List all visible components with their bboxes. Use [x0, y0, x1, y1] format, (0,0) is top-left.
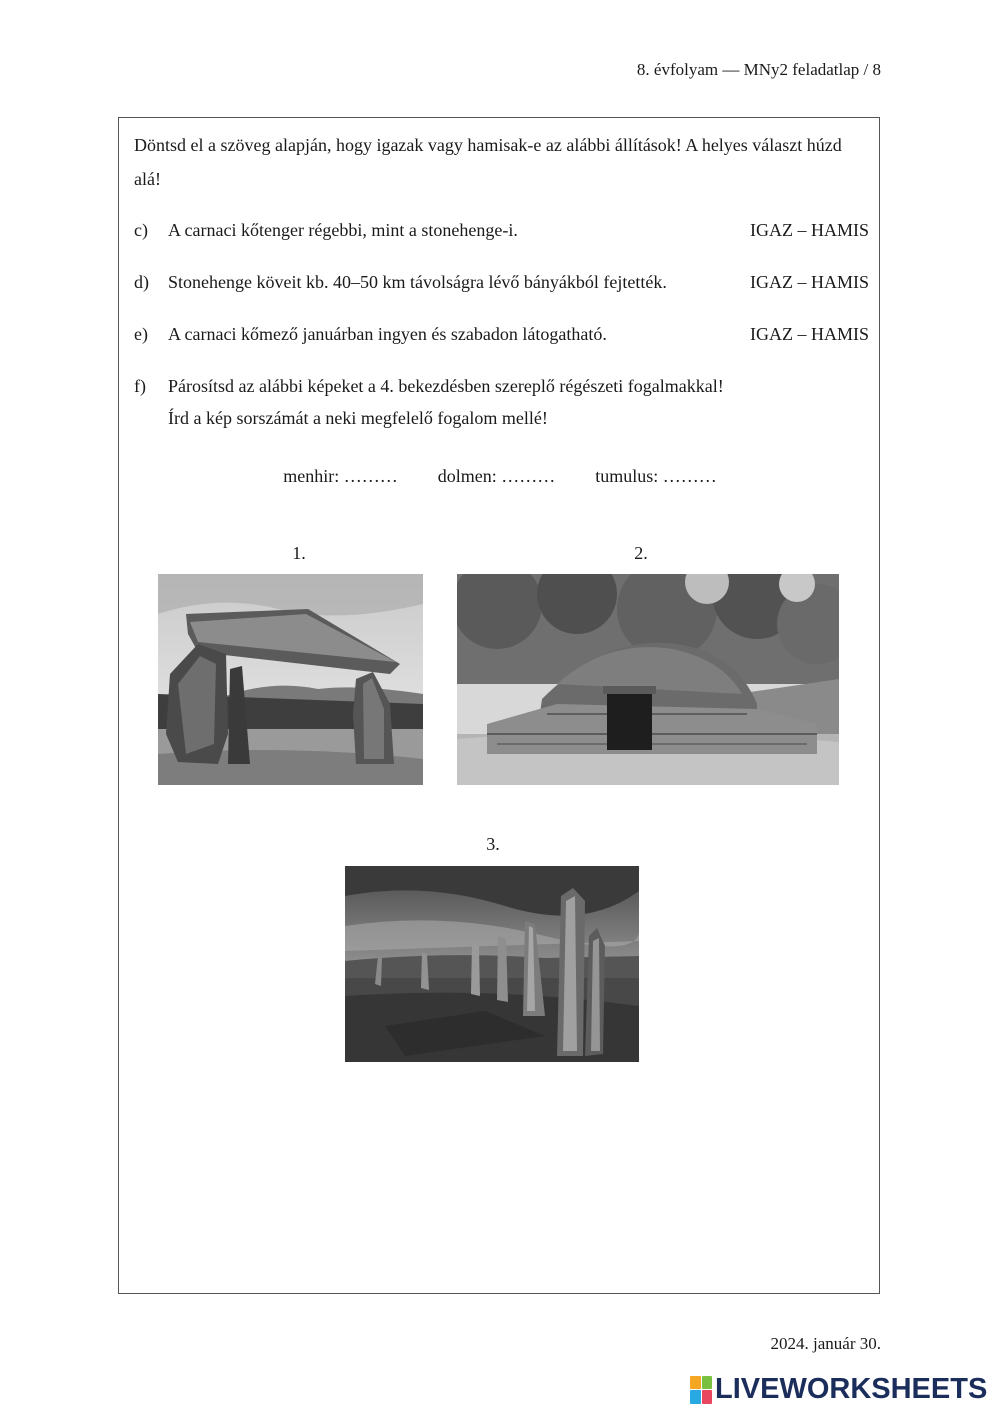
- image-number-1: 1.: [292, 543, 306, 563]
- footer-date: 2024. január 30.: [770, 1334, 881, 1353]
- brand-name: LIVEWORKSHEETS: [715, 1373, 988, 1405]
- tumulus-blank[interactable]: tumulus: ………: [595, 466, 717, 486]
- statement-letter: e): [134, 324, 148, 344]
- matching-instruction: Párosítsd az alábbi képeket a 4. bekezdésben szereplő régészeti fogalmakkal!: [168, 376, 724, 396]
- exercise-box: [118, 117, 880, 1294]
- image-number-3: 3.: [486, 834, 500, 854]
- statement-letter: d): [134, 272, 149, 292]
- matching-instruction-2: Írd a kép sorszámát a neki megfelelő fogalom mellé!: [168, 408, 548, 428]
- dolmen-blank[interactable]: dolmen: ………: [437, 466, 556, 486]
- menhir-row-photo: [345, 866, 639, 1062]
- tumulus-photo: [457, 574, 839, 785]
- true-false-choice[interactable]: IGAZ – HAMIS: [750, 272, 869, 292]
- menhir-blank[interactable]: menhir: ………: [283, 466, 398, 486]
- image-number-2: 2.: [634, 543, 648, 563]
- liveworksheets-icon: [690, 1376, 712, 1404]
- dolmen-photo: [158, 574, 423, 785]
- statement-text: Stonehenge köveit kb. 40–50 km távolságra lévő bányákból fejtették.: [168, 272, 667, 292]
- page-header: 8. évfolyam — MNy2 feladatlap / 8: [636, 60, 881, 79]
- statement-letter: f): [134, 376, 146, 396]
- instructions: Döntsd el a szöveg alapján, hogy igazak vagy hamisak-e az alábbi állítások! A helyes választ húzd alá!: [134, 135, 842, 189]
- liveworksheets-logo: [690, 1373, 987, 1406]
- statement-letter: c): [134, 220, 148, 240]
- true-false-choice[interactable]: IGAZ – HAMIS: [750, 220, 869, 240]
- statement-text: A carnaci kőtenger régebbi, mint a stonehenge-i.: [168, 220, 518, 240]
- answer-blanks: [119, 461, 881, 491]
- statement-text: A carnaci kőmező januárban ingyen és szabadon látogatható.: [168, 324, 607, 344]
- true-false-choice[interactable]: IGAZ – HAMIS: [750, 324, 869, 344]
